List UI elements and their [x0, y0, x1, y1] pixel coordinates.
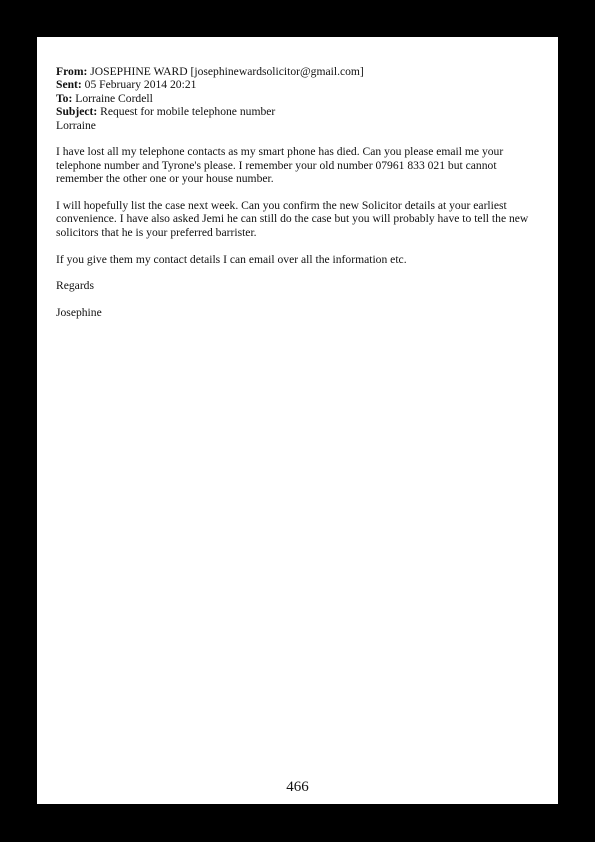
to-label: To: [56, 91, 73, 105]
sent-line [56, 78, 546, 91]
body-paragraph-3: If you give them my contact details I can email over all the information etc. [56, 252, 407, 266]
from-line [56, 65, 546, 78]
from-label: From: [56, 65, 88, 78]
email-body [56, 65, 546, 320]
body-paragraph-2: I will hopefully list the case next week. Can you confirm the new Solicitor details at your earliest convenience. I have also asked Jemi he can still do the case but you will probably have to tell the new solicitors that he is your preferred barrister. [56, 199, 529, 239]
closing-regards: Regards [56, 279, 94, 293]
subject-label: Subject: [56, 105, 98, 119]
subject-value: Request for mobile telephone number [100, 105, 276, 119]
signature-name: Josephine [56, 306, 102, 320]
from-value: JOSEPHINE WARD [josephinewardsolicitor@gmail.com] [90, 65, 364, 78]
body-paragraph-1: I have lost all my telephone contacts as my smart phone has died. Can you please email me your telephone number and Tyrone's please. I remember your old number 07961 833 021 but cannot remember the other one or your house number. [56, 145, 504, 186]
subject-line [56, 105, 546, 118]
sent-label: Sent: [56, 78, 82, 92]
document-page [37, 37, 558, 804]
to-line [56, 92, 546, 105]
to-value: Lorraine Cordell [75, 91, 153, 105]
sent-value: 05 February 2014 20:21 [84, 78, 197, 92]
salutation: Lorraine [56, 118, 96, 132]
page-number: 466 [286, 779, 309, 795]
